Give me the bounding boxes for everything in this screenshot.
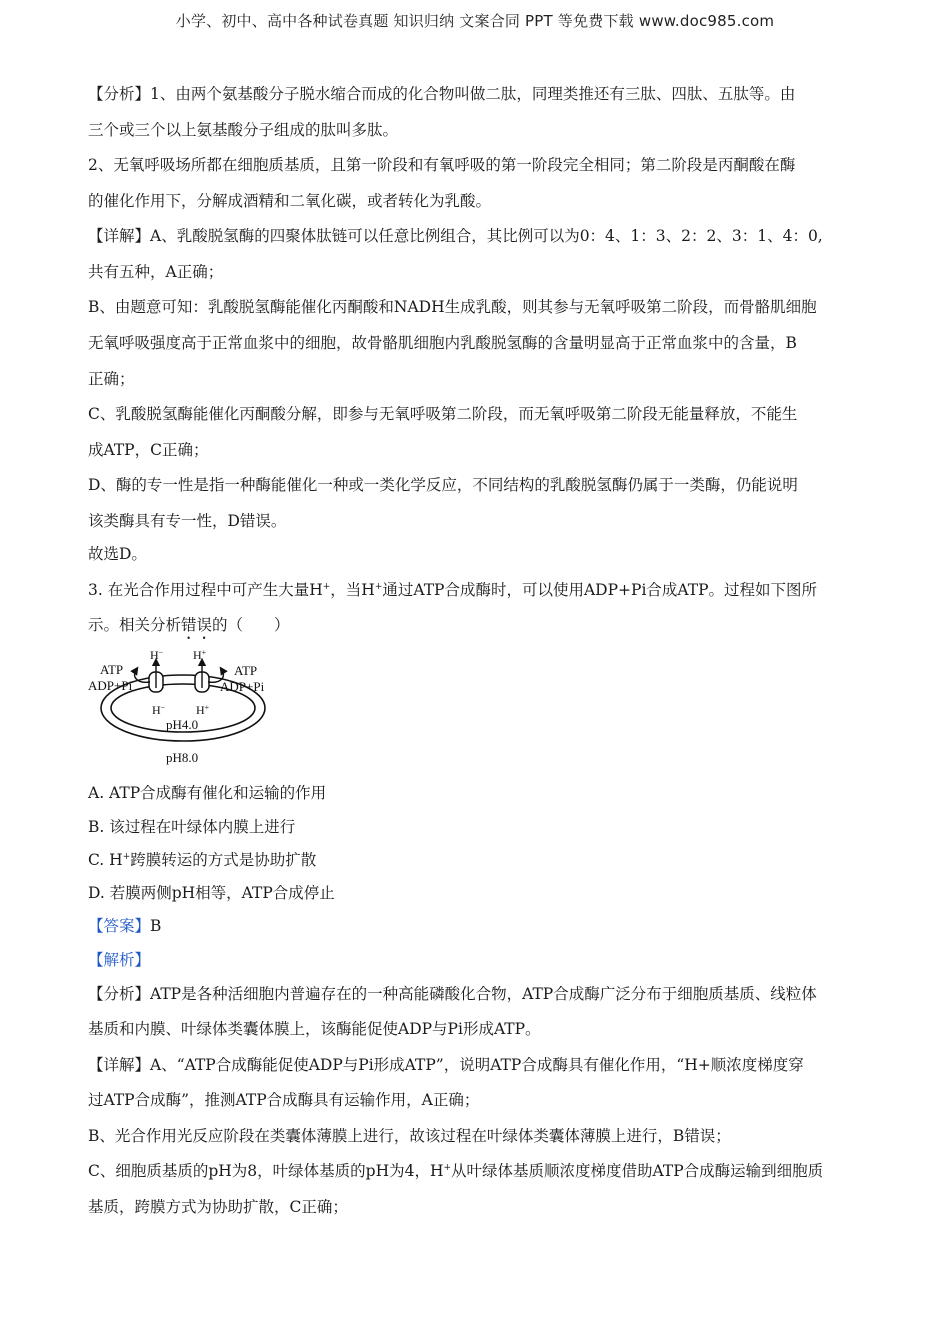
label-h-top-right: H+: [193, 648, 207, 662]
label-adp-right: ADP+Pi: [220, 679, 265, 694]
text-line: [88, 1159, 868, 1181]
page-header: 小学、初中、高中各种试卷真题 知识归纳 文案合同 PPT 等免费下载 www.doc985.com: [175, 12, 775, 30]
superscript-plus: +: [322, 582, 331, 592]
answer-line: [88, 914, 868, 936]
label-h-top-left: H−: [150, 648, 164, 662]
analysis-label: 【解析】: [88, 951, 151, 969]
q3-text-3: 通过ATP合成酶时，可以使用ADP+Pi合成ATP。过程如下图所: [382, 581, 818, 599]
text-line: 该类酶具有专一性，D错误。: [88, 512, 287, 530]
text-line: C、乳酸脱氢酶能催化丙酮酸分解，即参与无氧呼吸第二阶段，而无氧呼吸第二阶段无能量释放，不能生: [88, 405, 798, 423]
text-line: B、光合作用光反应阶段在类囊体薄膜上进行，故该过程在叶绿体类囊体薄膜上进行，B错误；: [88, 1127, 731, 1145]
superscript-plus: +: [122, 852, 131, 862]
option-c-text-2: 跨膜转运的方式是协助扩散: [130, 851, 317, 869]
question-3-stem-2: [88, 613, 868, 643]
text-line-part: C、细胞质基质的pH为8，叶绿体基质的pH为4，H: [88, 1162, 444, 1180]
text-line: 【详解】A、“ATP合成酶能促使ADP与Pi形成ATP”，说明ATP合成酶具有催化作用，“H+顺浓度梯度穿: [88, 1056, 804, 1074]
emphasis-wrong: 错误: [181, 616, 213, 634]
text-line: 成ATP，C正确；: [88, 441, 209, 459]
label-h-inner-left: H−: [152, 703, 166, 717]
text-line: 三个或三个以上氨基酸分子组成的肽叫多肽。: [88, 121, 399, 139]
text-line: 2、无氧呼吸场所都在细胞质基质，且第一阶段和有氧呼吸的第一阶段完全相同；第二阶段是丙酮酸在酶: [88, 156, 796, 174]
text-line: 基质，跨膜方式为协助扩散，C正确；: [88, 1198, 348, 1216]
text-line: B、由题意可知：乳酸脱氢酶能催化丙酮酸和NADH生成乳酸，则其参与无氧呼吸第二阶段，而骨骼肌细胞: [88, 298, 817, 316]
q3-text-5: 的（ ）: [212, 616, 290, 634]
left-atp-synthase: [135, 662, 163, 692]
option-c-text-1: C. H: [88, 851, 123, 869]
label-h-inner-right: H+: [196, 703, 210, 717]
text-line: 正确；: [88, 370, 135, 388]
option-b: B. 该过程在叶绿体内膜上进行: [88, 818, 296, 836]
text-line: 共有五种，A正确；: [88, 263, 224, 281]
answer-label: 【答案】: [88, 917, 151, 935]
text-line: D、酶的专一性是指一种酶能催化一种或一类化学反应，不同结构的乳酸脱氢酶仍属于一类酶，仍能说明: [88, 476, 798, 494]
label-ph-outside: pH8.0: [166, 750, 199, 765]
question-3-stem: [88, 578, 868, 600]
superscript-plus: +: [374, 582, 383, 592]
q3-text-1: 3. 在光合作用过程中可产生大量H: [88, 581, 323, 599]
q3-text-4: 示。相关分析: [88, 616, 182, 634]
label-ph-inside: pH4.0: [166, 717, 199, 732]
atp-synthase-diagram: [88, 648, 288, 766]
text-line: 过ATP合成酶”，推测ATP合成酶具有运输作用，A正确；: [88, 1091, 480, 1109]
text-line: 【详解】A、乳酸脱氢酶的四聚体肽链可以任意比例组合，其比例可以为0：4、1：3、2：2、3：1、4：0,: [88, 227, 823, 245]
superscript-plus: +: [443, 1163, 452, 1173]
option-a: A. ATP合成酶有催化和运输的作用: [88, 784, 327, 802]
text-line: 的催化作用下，分解成酒精和二氧化碳，或者转化为乳酸。: [88, 192, 492, 210]
option-c: [88, 848, 868, 870]
text-line-part: 从叶绿体基质顺浓度梯度借助ATP合成酶运输到细胞质: [451, 1162, 824, 1180]
text-line: 【分析】ATP是各种活细胞内普遍存在的一种高能磷酸化合物，ATP合成酶广泛分布于细胞质基质、线粒体: [88, 985, 817, 1003]
text-line: 【分析】1、由两个氨基酸分子脱水缩合而成的化合物叫做二肽，同理类推还有三肽、四肽、五肽等。由: [88, 85, 796, 103]
text-line: 故选D。: [88, 545, 147, 563]
text-line: 无氧呼吸强度高于正常血浆中的细胞，故骨骼肌细胞内乳酸脱氢酶的含量明显高于正常血浆中的含量，B: [88, 334, 797, 352]
answer-value: B: [150, 917, 162, 935]
label-adp-left: ADP+Pi: [88, 678, 133, 693]
label-atp-right: ATP: [234, 663, 258, 678]
text-line: 基质和内膜、叶绿体类囊体膜上，该酶能促使ADP与Pi形成ATP。: [88, 1020, 541, 1038]
option-d: D. 若膜两侧pH相等，ATP合成停止: [88, 884, 335, 902]
q3-text-2: ，当H: [330, 581, 375, 599]
label-atp-left: ATP: [100, 662, 124, 677]
